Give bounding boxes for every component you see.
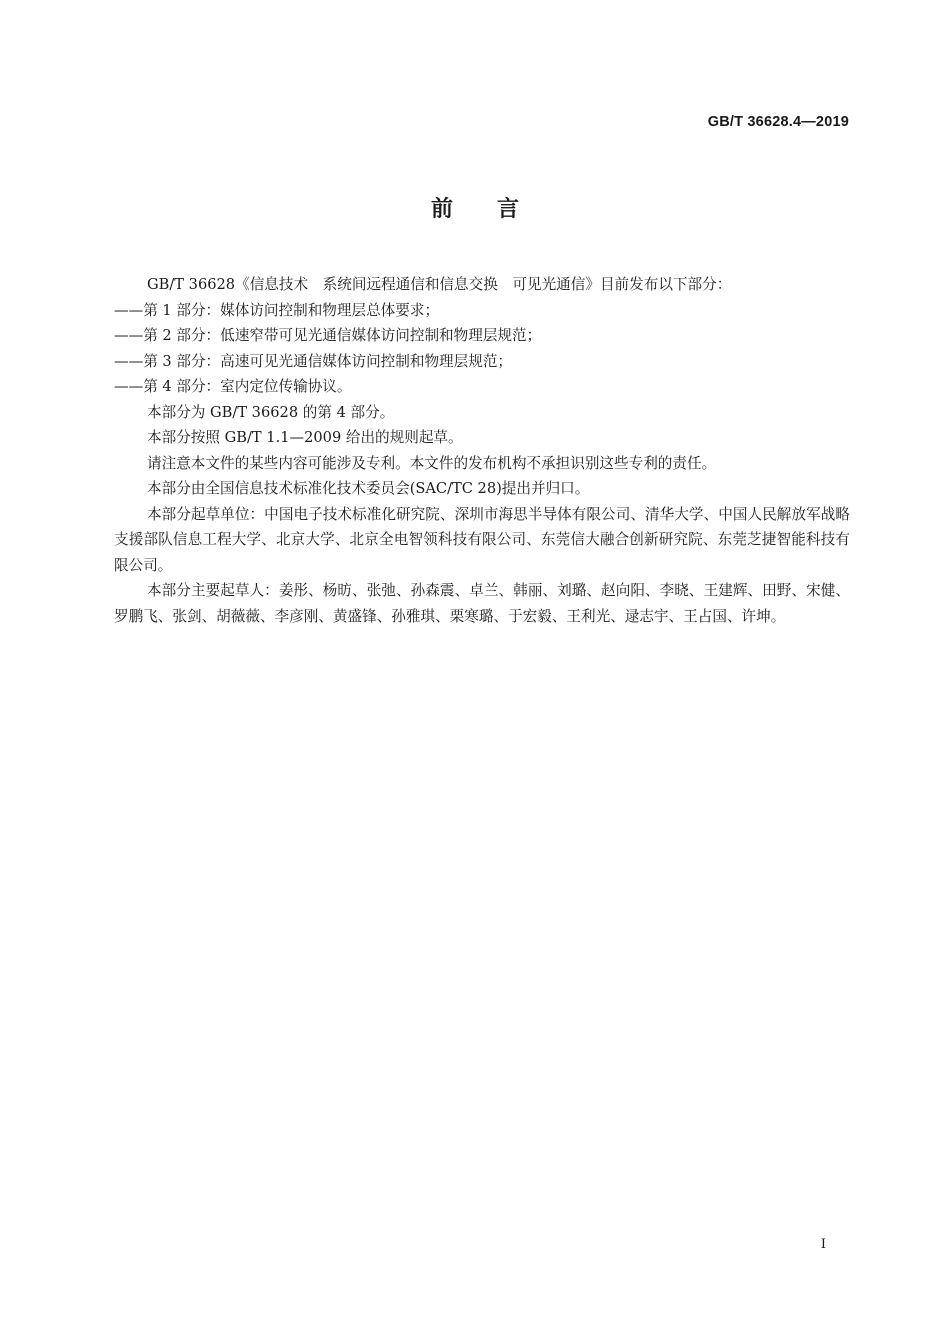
part-list-item-1: ——第 1 部分：媒体访问控制和物理层总体要求； [114, 301, 440, 319]
page-title: 前 言 [430, 197, 519, 222]
part-statement: 本部分为 GB/T 36628 的第 4 部分。 [147, 403, 395, 421]
foreword-body [114, 272, 850, 629]
standard-code: GB/T 36628.4—2019 [707, 114, 849, 130]
drafting-units-paragraph: 本部分起草单位：中国电子技术标准化研究院、深圳市海思半导体有限公司、清华大学、中国人民解放军战略支援部队信息工程大学、北京大学、北京全电智领科技有限公司、东莞信大融合创新研究院、东莞芝捷智能科技有限公司。 [114, 505, 850, 574]
proposal-statement: 本部分由全国信息技术标准化技术委员会(SAC/TC 28)提出并归口。 [147, 480, 590, 497]
part-list-item-2: ——第 2 部分：低速窄带可见光通信媒体访问控制和物理层规范； [114, 327, 542, 344]
part-list-item-3: ——第 3 部分：高速可见光通信媒体访问控制和物理层规范； [114, 352, 513, 370]
drafters-paragraph: 本部分主要起草人：姜彤、杨昉、张弛、孙森震、卓兰、韩丽、刘璐、赵向阳、李晓、王建辉、田野、宋健、罗鹏飞、张剑、胡薇薇、李彦刚、黄盛锋、孙雅琪、栗寒璐、于宏毅、王利光、逯志宇、王占国、许坤。 [114, 582, 850, 625]
page-number: I [820, 1237, 826, 1252]
rules-statement: 本部分按照 GB/T 1.1—2009 给出的规则起草。 [147, 429, 463, 446]
part-list-item-4: ——第 4 部分：室内定位传输协议。 [114, 378, 352, 395]
patent-statement: 请注意本文件的某些内容可能涉及专利。本文件的发布机构不承担识别这些专利的责任。 [147, 454, 717, 472]
intro-paragraph: GB/T 36628《信息技术 系统间远程通信和信息交换 可见光通信》目前发布以下部分： [147, 276, 732, 293]
